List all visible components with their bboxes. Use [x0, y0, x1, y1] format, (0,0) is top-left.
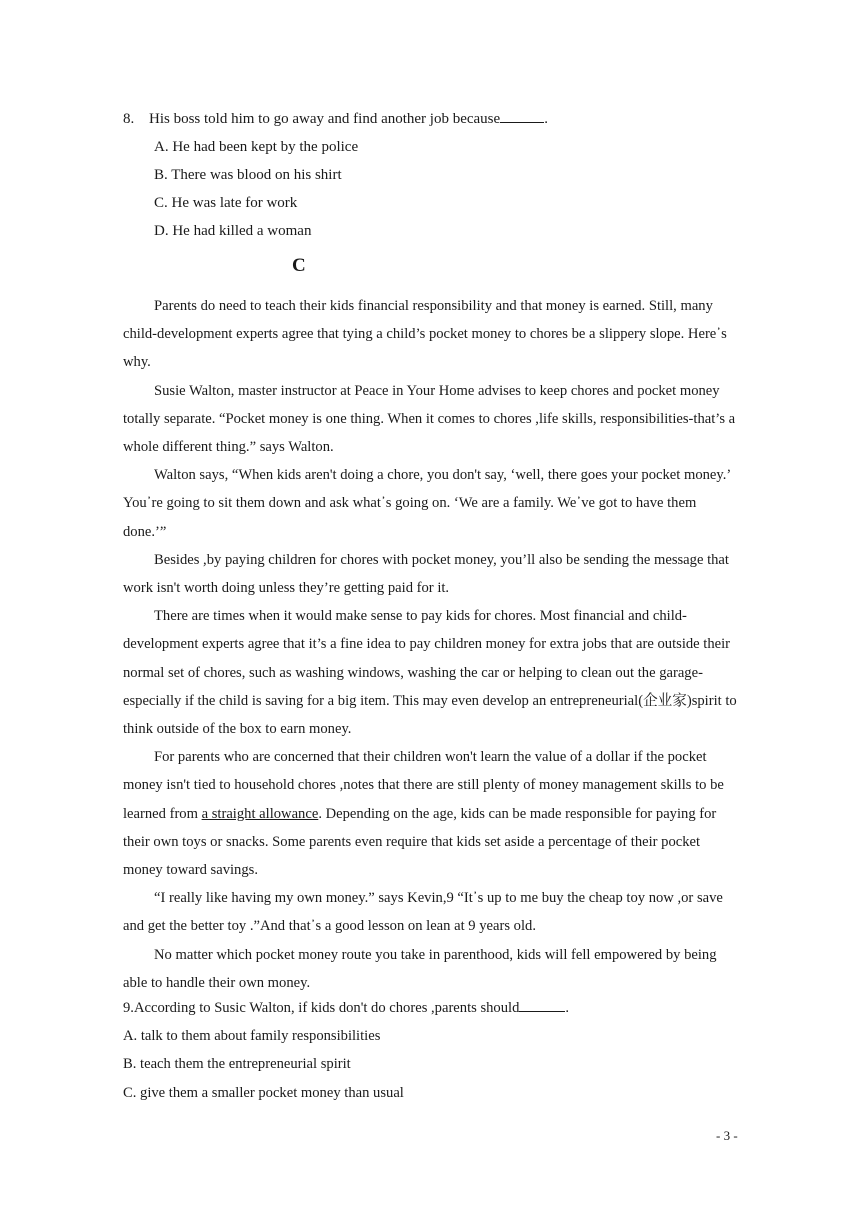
paragraph-2: Susie Walton, master instructor at Peace in Your Home advises to keep chores and pocket money totally separate. “Pocket money is one thing. When it comes to chores ,life skills, responsibilities-that’s a whole different thing.” says Walton. [123, 382, 736, 456]
question-8-number: 8. [123, 111, 135, 127]
answer-blank [519, 998, 565, 1012]
question-8-option-b: B. There was blood on his shirt [154, 167, 342, 183]
paragraph-4: Besides ,by paying children for chores with pocket money, you’ll also be sending the message that work isn't worth doing unless they’re getting paid for it. [123, 551, 729, 597]
question-8-option-a: A. He had been kept by the police [154, 139, 359, 155]
question-9-stem [123, 996, 743, 1024]
paragraph-5: There are times when it would make sense to pay kids for chores. Most financial and child-development experts agree that it’s a fine idea to pay children money for extra jobs that are outside their normal set of chores, such as washing windows, washing the car or helping to clean out the garage-especially if the child is saving for a big item. This may even develop an entrepreneurial(企业家)spirit to think outside of the box to earn money. [123, 608, 737, 738]
paragraph-6-text-start: For parents who are concerned that their children won't learn the value of a dollar if the pocket money isn't tied to household chores ,notes that there are still plenty of money management skills to be learned from [123, 749, 724, 822]
reading-passage [123, 292, 743, 997]
question-9-option-c: C. give them a smaller pocket money than usual [123, 1084, 404, 1101]
paragraph-3: Walton says, “When kids aren't doing a chore, you don't say, ‘well, there goes your pocket money.’ You᾿re going to sit them down and ask what᾿s going on. ‘We are a family. We᾿ve got to have them done.’” [123, 467, 731, 540]
question-9-option-a: A. talk to them about family responsibilities [123, 1028, 381, 1045]
section-heading: C [292, 255, 306, 276]
page-number: - 3 - [716, 1128, 738, 1143]
question-8 [123, 107, 743, 247]
question-8-option-c: C. He was late for work [154, 195, 298, 211]
paragraph-1: Parents do need to teach their kids financial responsibility and that money is earned. Still, many child-development experts agree that tying a child’s pocket money to chores be a slippery slope. Here᾿s why. [123, 298, 727, 371]
question-9-period: . [565, 1000, 570, 1016]
question-8-text: His boss told him to go away and find another job because [149, 111, 501, 127]
question-8-period: . [544, 111, 548, 127]
paragraph-7: “I really like having my own money.” says Kevin,9 “It᾿s up to me buy the cheap toy now ,or save and get the better toy .”And that᾿s a good lesson on lean at 9 years old. [123, 890, 723, 935]
underlined-phrase: a straight allowance [201, 805, 319, 822]
question-8-option-d: D. He had killed a woman [154, 223, 312, 239]
question-8-stem [123, 107, 743, 135]
paragraph-8: No matter which pocket money route you take in parenthood, kids will fell empowered by being able to handle their own money. [123, 946, 717, 991]
question-9 [123, 996, 743, 1109]
answer-blank [500, 108, 544, 123]
paragraph-6 [123, 743, 743, 884]
paragraph-6-text-end: . Depending on the age, kids can be made responsible for paying for their own toys or snacks. Some parents even require that kids set aside a percentage of their pocket money toward savings. [123, 805, 717, 879]
question-9-option-b: B. teach them the entrepreneurial spirit [123, 1056, 351, 1073]
question-9-text: 9.According to Susic Walton, if kids don't do chores ,parents should [123, 1000, 520, 1016]
